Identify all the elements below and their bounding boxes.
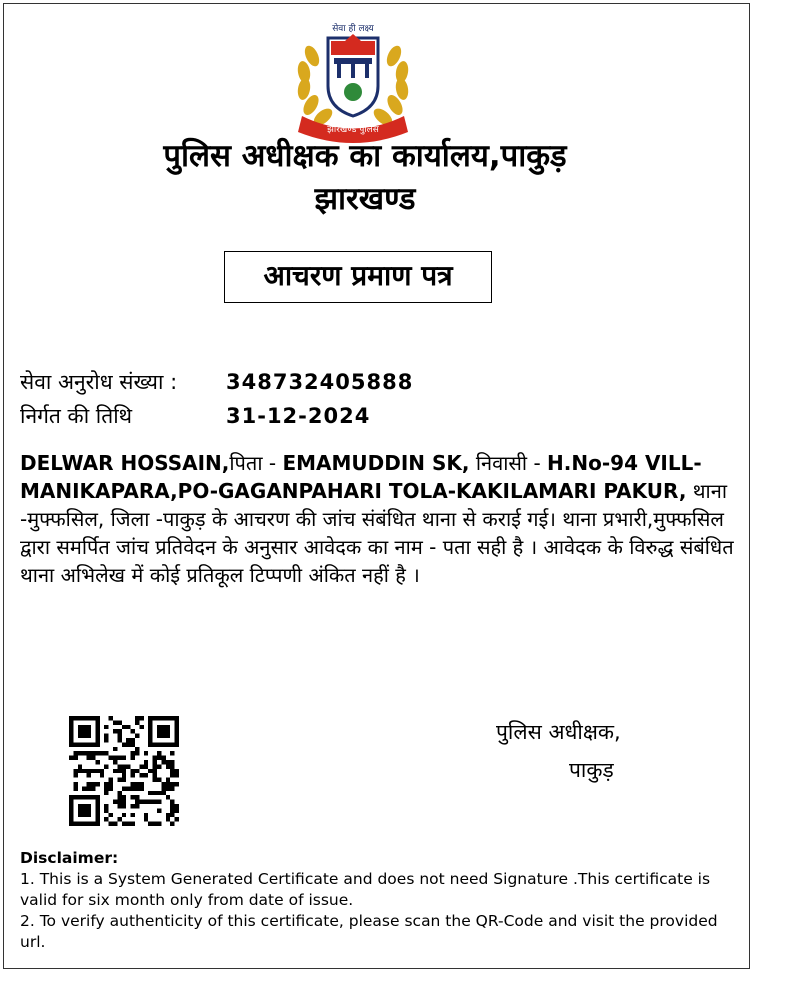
- service-request-row: [20, 367, 414, 397]
- certificate-body: [20, 449, 738, 589]
- issue-date-row: [20, 401, 371, 431]
- father-label: पिता -: [229, 451, 283, 475]
- disclaimer-heading: Disclaimer:: [20, 849, 119, 867]
- office-title: पुलिस अधीक्षक का कार्यालय,पाकुड़: [163, 138, 567, 174]
- applicant-name: DELWAR HOSSAIN,: [20, 451, 230, 475]
- service-request-label: सेवा अनुरोध संख्या :: [20, 370, 178, 394]
- disclaimer-line-1: 1. This is a System Generated Certificate and does not need Signature .This certificate is valid for six month only from date of issue.: [20, 870, 711, 909]
- father-name: EMAMUDDIN SK,: [282, 451, 470, 475]
- resident-label: निवासी -: [469, 451, 548, 475]
- service-request-number: 348732405888: [226, 370, 414, 394]
- signatory-location: पाकुड़: [569, 758, 614, 782]
- issue-date-label: निर्गत की तिथि: [20, 404, 133, 428]
- office-state: झारखण्ड: [314, 181, 416, 217]
- jharkhand-police-emblem: [290, 16, 416, 144]
- issue-date-value: 31-12-2024: [226, 404, 371, 428]
- disclaimer-line-2: 2. To verify authenticity of this certificate, please scan the QR-Code and visit the provided url.: [20, 912, 718, 951]
- certificate-statement: थाना -मुफ्फसिल, जिला -पाकुड़ के आचरण की जांच संबंधित थाना से कराई गई। थाना प्रभारी,मुफ्फसिल द्वारा समर्पित जांच प्रतिवेदन के अनुसार आवेदक का नाम - पता सही है । आवेदक के विरुद्ध संबंधित थाना अभिलेख में कोई प्रतिकूल टिप्पणी अंकित नहीं है ।: [20, 479, 734, 587]
- signatory-title: पुलिस अधीक्षक,: [496, 720, 621, 744]
- emblem-ribbon-text: झारखण्ड पुलिस: [327, 125, 379, 135]
- emblem-motto: सेवा ही लक्ष्य: [332, 24, 374, 34]
- certificate-title: आचरण प्रमाण पत्र: [224, 251, 492, 303]
- applicant-address: H.No-94 VILL-MANIKAPARA,PO-GAGANPAHARI TOLA-KAKILAMARI PAKUR,: [20, 451, 702, 503]
- verification-qr-code[interactable]: [69, 716, 179, 826]
- disclaimer: [20, 848, 720, 953]
